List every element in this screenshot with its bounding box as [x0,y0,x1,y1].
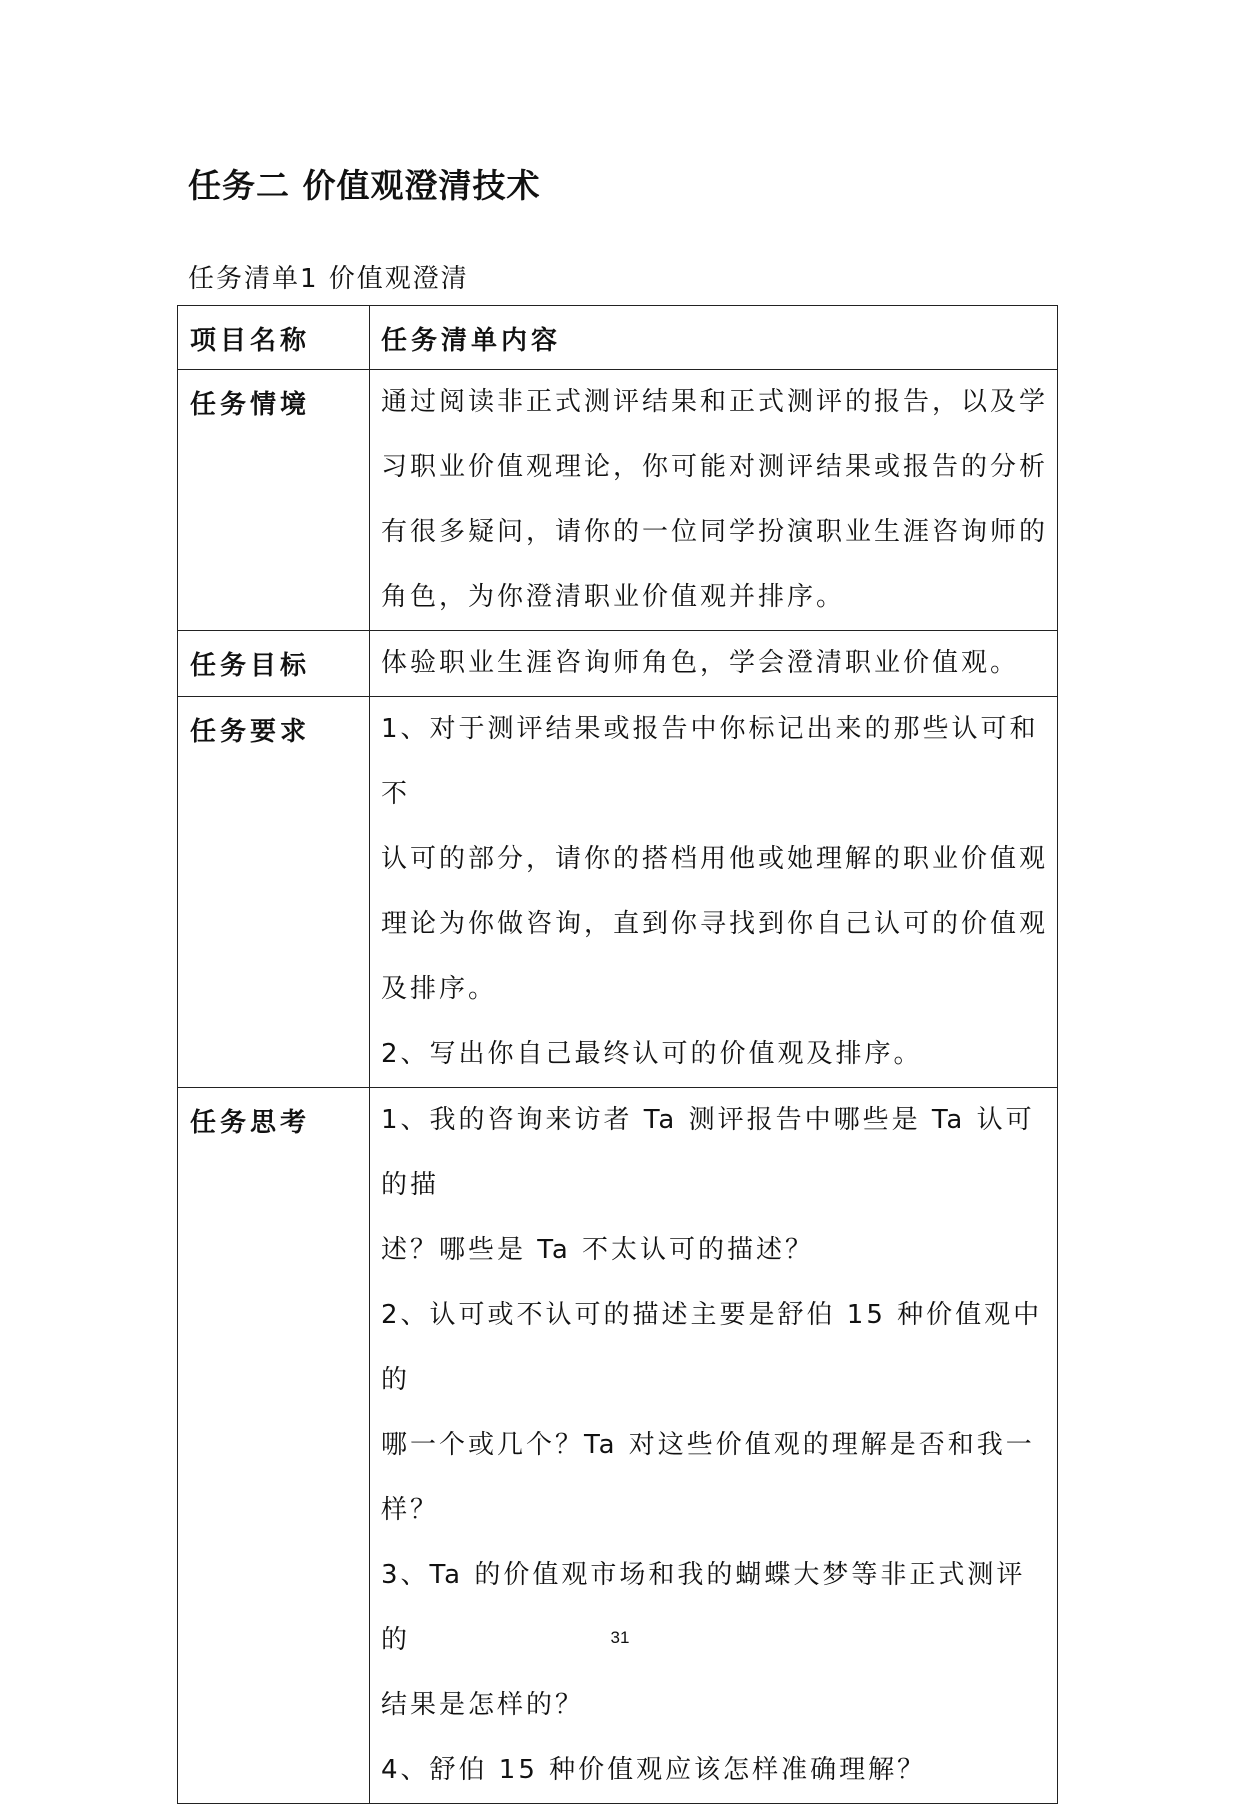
content-line: 3、Ta 的价值观市场和我的蝴蝶大梦等非正式测评的 [381,1560,1026,1655]
task-list-subtitle: 任务清单1 价值观澄清 [188,264,469,294]
row-label: 任务目标 [178,631,370,697]
content-line: 4、舒伯 15 种价值观应该怎样准确理解？ [381,1755,927,1785]
table-row [178,697,1058,1088]
content-line: 角色，为你澄清职业价值观并排序。 [381,582,846,612]
row-content [370,370,1058,631]
content-line: 1、对于测评结果或报告中你标记出来的那些认可和不 [381,714,1039,809]
content-line: 述？哪些是 Ta 不太认可的描述？ [381,1235,815,1265]
content-line: 2、认可或不认可的描述主要是舒伯 15 种价值观中的 [381,1300,1043,1395]
content-line: 体验职业生涯咨询师角色，学会澄清职业价值观。 [381,648,1020,678]
row-label: 任务思考 [178,1088,370,1804]
content-line: 1、我的咨询来访者 Ta 测评报告中哪些是 Ta 认可的描 [381,1105,1035,1200]
header-project-name: 项目名称 [178,306,370,370]
table-row [178,631,1058,697]
content-line: 2、写出你自己最终认可的价值观及排序。 [381,1039,923,1069]
row-label: 任务情境 [178,370,370,631]
row-content [370,697,1058,1088]
header-task-content: 任务清单内容 [370,306,1058,370]
row-content [370,631,1058,697]
content-line: 及排序。 [381,974,498,1004]
content-line: 通过阅读非正式测评结果和正式测评的报告，以及学 [381,387,1049,417]
content-line: 习职业价值观理论，你可能对测评结果或报告的分析 [381,452,1049,482]
content-line: 结果是怎样的？ [381,1690,585,1720]
content-line: 有很多疑问，请你的一位同学扮演职业生涯咨询师的 [381,517,1049,547]
content-line: 认可的部分，请你的搭档用他或她理解的职业价值观 [381,844,1049,874]
row-content [370,1088,1058,1804]
table-row [178,1088,1058,1804]
task-table [177,305,1058,1804]
page-title: 任务二 价值观澄清技术 [188,166,541,205]
page-number: 31 [610,1628,630,1647]
content-line: 哪一个或几个？Ta 对这些价值观的理解是否和我一 [381,1430,1035,1460]
table-header-row [178,306,1058,370]
row-label: 任务要求 [178,697,370,1088]
table-row [178,370,1058,631]
content-line: 样？ [381,1495,440,1525]
content-line: 理论为你做咨询，直到你寻找到你自己认可的价值观 [381,909,1049,939]
